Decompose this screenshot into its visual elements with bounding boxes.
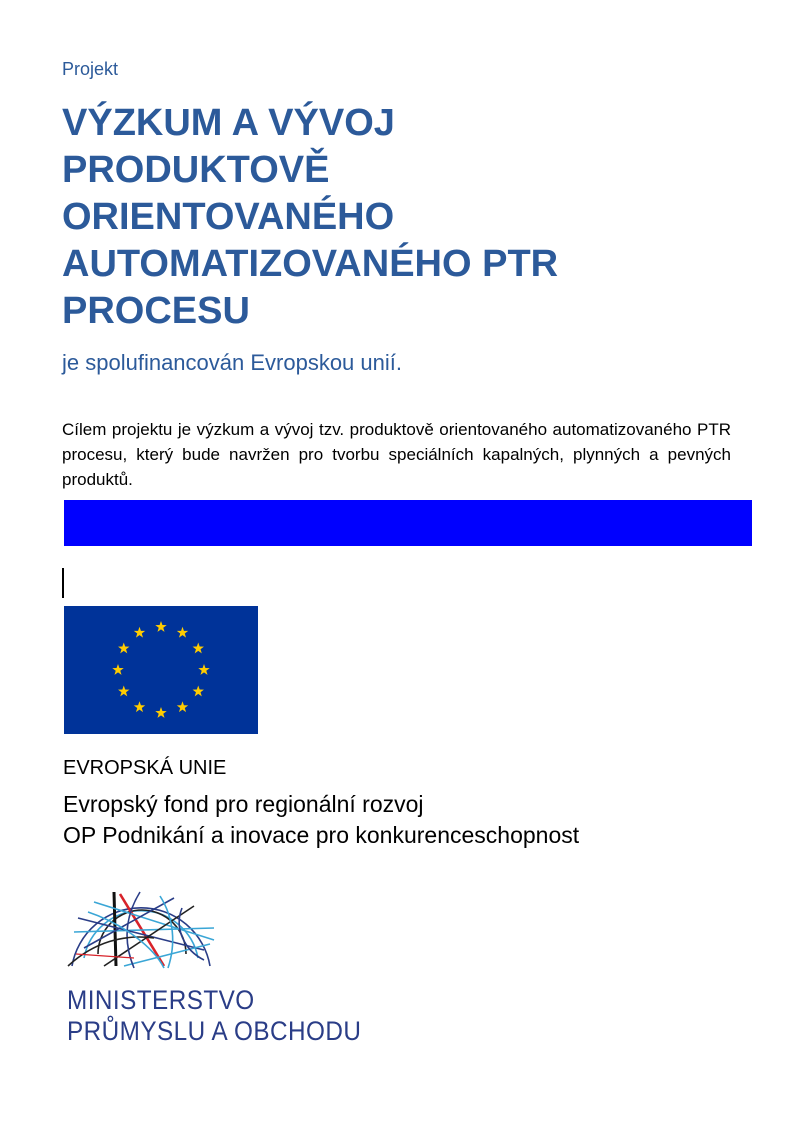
project-label: Projekt <box>62 59 119 79</box>
title-line: AUTOMATIZOVANÉHO PTR <box>62 243 559 285</box>
project-title <box>62 100 742 335</box>
ministry-name-line: MINISTERSTVO <box>67 985 255 1015</box>
title-line: PROCESU <box>62 290 250 332</box>
title-line: PRODUKTOVĚ <box>62 149 330 191</box>
fund-name-line: Evropský fond pro regionální rozvoj <box>63 791 424 817</box>
title-line: VÝZKUM A VÝVOJ <box>62 102 395 144</box>
eu-label: EVROPSKÁ UNIE <box>63 757 227 779</box>
eu-flag-icon <box>64 606 258 734</box>
ministry-name <box>67 985 361 1047</box>
cofinancing-subtitle: je spolufinancován Evropskou unií. <box>62 350 402 375</box>
project-description: Cílem projektu je výzkum a vývoj tzv. produktově orientovaného automatizovaného PTR procesu, který bude navržen pro tvorbu speciálních kapalných, plynných a pevných produktů. <box>62 420 731 489</box>
mpo-globe-icon <box>64 888 218 972</box>
title-line: ORIENTOVANÉHO <box>62 196 395 238</box>
ministry-name-line: PRŮMYSLU A OBCHODU <box>67 1016 362 1046</box>
text-cursor <box>62 568 64 598</box>
blue-banner-bar <box>64 500 752 546</box>
programme-name-line: OP Podnikání a inovace pro konkurenceschopnost <box>63 822 580 848</box>
